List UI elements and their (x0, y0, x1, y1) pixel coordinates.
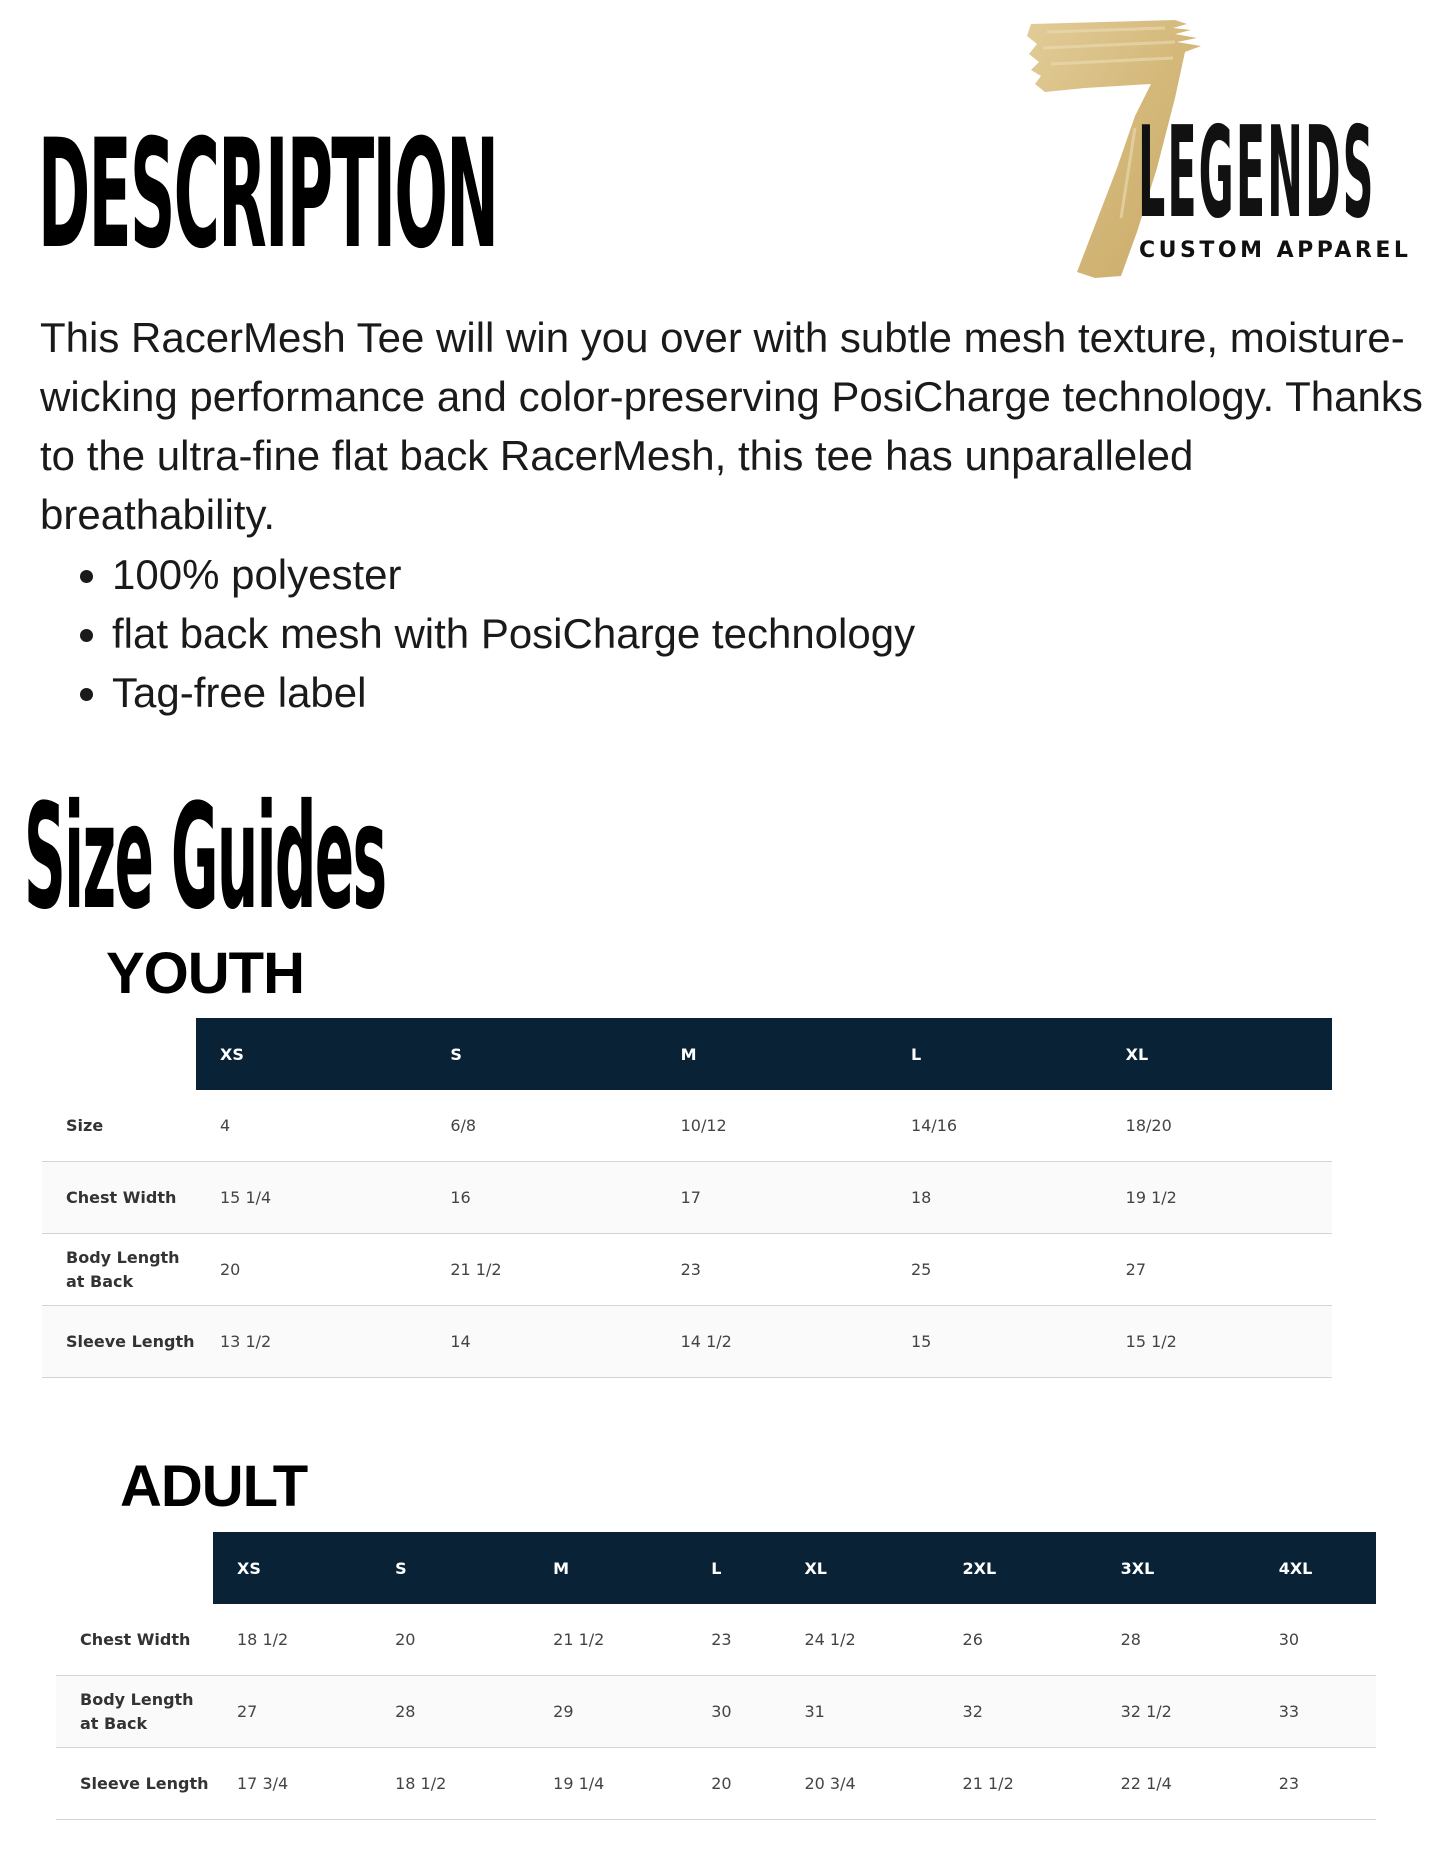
table-cell: 25 (887, 1234, 1102, 1306)
table-cell: 22 1/4 (1097, 1748, 1255, 1820)
table-cell: 23 (657, 1234, 887, 1306)
brand-logo (1025, 18, 1425, 278)
table-cell: 4 (196, 1090, 426, 1162)
table-cell: 21 1/2 (426, 1234, 656, 1306)
table-cell: 24 1/2 (780, 1604, 938, 1676)
row-header: Size (42, 1090, 196, 1162)
table-cell: 20 (196, 1234, 426, 1306)
row-header: Sleeve Length (42, 1306, 196, 1378)
description-paragraph: This RacerMesh Tee will win you over with subtle mesh texture, moisture-wicking performance and color-preserving PosiCharge technology. Thanks to the ultra-fine flat back RacerMesh, this tee has unparalleled breathability. (40, 314, 1423, 538)
table-cell: 33 (1255, 1676, 1376, 1748)
table-row (56, 1748, 1376, 1820)
table-cell: 6/8 (426, 1090, 656, 1162)
table-cell: 30 (687, 1676, 780, 1748)
row-header: Chest Width (42, 1162, 196, 1234)
column-header: XS (213, 1532, 371, 1604)
adult-label: ADULT (120, 1454, 308, 1519)
table-cell: 13 1/2 (196, 1306, 426, 1378)
column-header: S (426, 1018, 656, 1090)
table-header-row (56, 1532, 1376, 1604)
column-header: XL (780, 1532, 938, 1604)
row-header: Chest Width (56, 1604, 213, 1676)
table-cell: 29 (529, 1676, 687, 1748)
column-header: M (529, 1532, 687, 1604)
table-cell: 23 (1255, 1748, 1376, 1820)
table-cell: 15 (887, 1306, 1102, 1378)
column-header: 4XL (1255, 1532, 1376, 1604)
table-cell: 31 (780, 1676, 938, 1748)
row-header: Body Length at Back (42, 1234, 196, 1306)
table-cell: 23 (687, 1604, 780, 1676)
column-header: 2XL (939, 1532, 1097, 1604)
adult-size-table (56, 1532, 1376, 1820)
column-header: XL (1102, 1018, 1332, 1090)
table-cell: 14 1/2 (657, 1306, 887, 1378)
logo-subtitle: CUSTOM APPAREL (1139, 238, 1412, 263)
table-cell: 14/16 (887, 1090, 1102, 1162)
table-cell: 28 (371, 1676, 529, 1748)
table-row (42, 1234, 1332, 1306)
size-guides-title: Size Guides (24, 773, 386, 942)
table-cell: 20 3/4 (780, 1748, 938, 1820)
column-header: L (887, 1018, 1102, 1090)
table-cell: 20 (371, 1604, 529, 1676)
header-corner (56, 1532, 213, 1604)
table-row (42, 1306, 1332, 1378)
table-cell: 27 (213, 1676, 371, 1748)
youth-label: YOUTH (106, 941, 304, 1006)
table-cell: 15 1/4 (196, 1162, 426, 1234)
table-cell: 20 (687, 1748, 780, 1820)
row-header: Sleeve Length (56, 1748, 213, 1820)
column-header: 3XL (1097, 1532, 1255, 1604)
list-item: • flat back mesh with PosiCharge technology (112, 604, 915, 663)
table-cell: 30 (1255, 1604, 1376, 1676)
table-cell: 18 1/2 (371, 1748, 529, 1820)
feature-list (66, 545, 915, 722)
table-cell: 32 1/2 (1097, 1676, 1255, 1748)
table-cell: 21 1/2 (529, 1604, 687, 1676)
table-cell: 15 1/2 (1102, 1306, 1332, 1378)
youth-size-table (42, 1018, 1332, 1378)
table-header-row (42, 1018, 1332, 1090)
logo-wordmark: LEGENDS (1138, 99, 1376, 246)
table-cell: 28 (1097, 1604, 1255, 1676)
table-cell: 18 1/2 (213, 1604, 371, 1676)
description-title: DESCRIPTION (38, 108, 498, 282)
table-row (56, 1676, 1376, 1748)
table-cell: 10/12 (657, 1090, 887, 1162)
table-row (42, 1162, 1332, 1234)
column-header: L (687, 1532, 780, 1604)
table-cell: 18 (887, 1162, 1102, 1234)
row-header: Body Length at Back (56, 1676, 213, 1748)
table-row (42, 1090, 1332, 1162)
table-row (56, 1604, 1376, 1676)
column-header: S (371, 1532, 529, 1604)
table-cell: 16 (426, 1162, 656, 1234)
column-header: M (657, 1018, 887, 1090)
table-cell: 27 (1102, 1234, 1332, 1306)
table-cell: 19 1/2 (1102, 1162, 1332, 1234)
table-cell: 32 (939, 1676, 1097, 1748)
table-cell: 18/20 (1102, 1090, 1332, 1162)
list-item: • 100% polyester (112, 545, 915, 604)
table-cell: 21 1/2 (939, 1748, 1097, 1820)
header-corner (42, 1018, 196, 1090)
table-cell: 14 (426, 1306, 656, 1378)
list-item: • Tag-free label (112, 663, 915, 722)
column-header: XS (196, 1018, 426, 1090)
table-cell: 17 (657, 1162, 887, 1234)
table-cell: 19 1/4 (529, 1748, 687, 1820)
table-cell: 17 3/4 (213, 1748, 371, 1820)
table-cell: 26 (939, 1604, 1097, 1676)
